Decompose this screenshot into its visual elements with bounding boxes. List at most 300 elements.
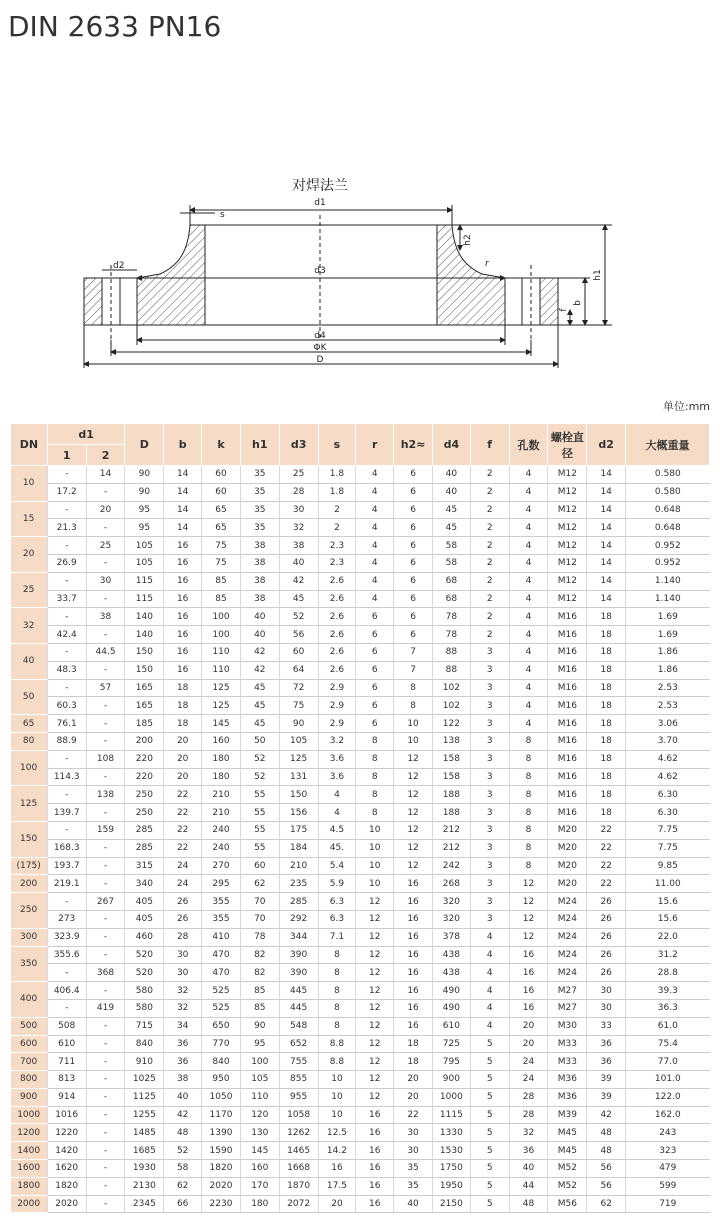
table-cell: 6	[394, 466, 433, 484]
table-cell: 16	[356, 1106, 394, 1124]
table-cell: 28.8	[626, 964, 710, 982]
dn-cell: 900	[11, 1088, 48, 1106]
table-cell: 65	[202, 501, 241, 519]
table-cell: 250	[125, 786, 164, 804]
table-cell: M12	[548, 590, 587, 608]
drawing-caption: 对焊法兰	[292, 178, 348, 194]
table-cell: 285	[125, 839, 164, 857]
table-cell: 2.3	[318, 537, 356, 555]
table-cell: 2020	[47, 1195, 86, 1213]
table-cell: 30	[86, 572, 125, 590]
table-row	[11, 554, 710, 572]
table-cell: 292	[279, 910, 318, 928]
table-cell: 12	[356, 946, 394, 964]
table-cell: 45.	[318, 839, 356, 857]
dn-cell: (175)	[11, 857, 48, 875]
table-cell: 5	[470, 1106, 509, 1124]
table-cell: 45	[240, 697, 279, 715]
table-cell: 40	[164, 1088, 202, 1106]
table-cell: 419	[86, 999, 125, 1017]
table-cell: 78	[432, 626, 470, 644]
table-cell: 18	[587, 626, 626, 644]
table-cell: 35	[240, 519, 279, 537]
dn-cell: 32	[11, 608, 48, 644]
table-cell: 138	[432, 732, 470, 750]
table-cell: 4.62	[626, 750, 710, 768]
table-cell: -	[86, 857, 125, 875]
table-row	[11, 928, 710, 946]
table-cell: 40	[509, 1160, 548, 1178]
table-cell: 48	[587, 1124, 626, 1142]
table-cell: M24	[548, 946, 587, 964]
table-cell: M52	[548, 1160, 587, 1178]
header-d3: d3	[279, 424, 318, 466]
table-cell: 6	[356, 697, 394, 715]
table-cell: 16	[394, 875, 433, 893]
table-cell: 150	[279, 786, 318, 804]
table-row	[11, 768, 710, 786]
table-cell: 2230	[202, 1195, 241, 1213]
table-cell: 4	[356, 554, 394, 572]
table-cell: -	[86, 768, 125, 786]
table-cell: 24	[509, 1071, 548, 1089]
table-cell: -	[47, 466, 86, 484]
table-cell: 1.69	[626, 608, 710, 626]
table-cell: 2.6	[318, 643, 356, 661]
table-cell: 140	[125, 626, 164, 644]
table-cell: 8	[356, 732, 394, 750]
table-cell: 38	[164, 1071, 202, 1089]
table-cell: 38	[240, 590, 279, 608]
table-cell: 6	[394, 537, 433, 555]
table-cell: 14.2	[318, 1142, 356, 1160]
table-cell: 28	[509, 1088, 548, 1106]
table-cell: 38	[240, 554, 279, 572]
header-r: r	[356, 424, 394, 466]
table-cell: M24	[548, 964, 587, 982]
table-cell: 405	[125, 893, 164, 911]
table-cell: 44.5	[86, 643, 125, 661]
table-cell: 56	[587, 1160, 626, 1178]
table-cell: 1170	[202, 1106, 241, 1124]
table-cell: 3	[470, 750, 509, 768]
table-cell: 950	[202, 1071, 241, 1089]
table-cell: 3	[470, 661, 509, 679]
table-row	[11, 1035, 710, 1053]
table-cell: 16	[164, 626, 202, 644]
table-cell: M36	[548, 1088, 587, 1106]
table-cell: 285	[125, 821, 164, 839]
table-cell: 131	[279, 768, 318, 786]
header-weight: 大概重量	[626, 424, 710, 466]
table-cell: 26	[587, 928, 626, 946]
table-cell: 26	[587, 964, 626, 982]
table-cell: -	[86, 1177, 125, 1195]
table-cell: 6	[394, 626, 433, 644]
table-cell: 7.75	[626, 839, 710, 857]
label-d4: d4	[314, 331, 326, 341]
table-row	[11, 804, 710, 822]
table-cell: 8.8	[318, 1035, 356, 1053]
label-b: b	[573, 300, 583, 306]
dn-cell: 700	[11, 1053, 48, 1071]
table-cell: 0.580	[626, 483, 710, 501]
table-cell: 30	[394, 1124, 433, 1142]
table-row	[11, 857, 710, 875]
table-cell: 3.2	[318, 732, 356, 750]
table-cell: 6.3	[318, 910, 356, 928]
table-cell: 1115	[432, 1106, 470, 1124]
table-cell: 405	[125, 910, 164, 928]
table-cell: 12	[394, 857, 433, 875]
table-cell: 25	[86, 537, 125, 555]
table-cell: 31.2	[626, 946, 710, 964]
table-cell: 2	[470, 608, 509, 626]
table-cell: 344	[279, 928, 318, 946]
table-cell: 75.4	[626, 1035, 710, 1053]
table-cell: -	[86, 946, 125, 964]
table-cell: 15.6	[626, 893, 710, 911]
table-cell: -	[86, 483, 125, 501]
dn-cell: 1600	[11, 1160, 48, 1178]
dn-cell: 350	[11, 946, 48, 982]
table-cell: 355	[202, 893, 241, 911]
table-cell: 52	[164, 1142, 202, 1160]
table-cell: 1262	[279, 1124, 318, 1142]
table-cell: M27	[548, 999, 587, 1017]
table-cell: 438	[432, 964, 470, 982]
table-cell: 16	[509, 964, 548, 982]
table-cell: 55	[240, 821, 279, 839]
table-cell: 4	[509, 519, 548, 537]
table-cell: -	[86, 1053, 125, 1071]
table-cell: 18	[587, 608, 626, 626]
table-cell: 36	[164, 1035, 202, 1053]
table-cell: 4	[509, 483, 548, 501]
table-cell: 165	[125, 679, 164, 697]
left-flange-section	[137, 225, 205, 325]
table-cell: 75	[202, 554, 241, 572]
table-cell: 3	[470, 910, 509, 928]
table-cell: 22	[394, 1106, 433, 1124]
header-d4: d4	[432, 424, 470, 466]
table-cell: 599	[626, 1177, 710, 1195]
table-cell: 18	[587, 786, 626, 804]
table-cell: 2.9	[318, 697, 356, 715]
table-cell: 9.85	[626, 857, 710, 875]
table-cell: M20	[548, 821, 587, 839]
table-cell: 55	[240, 804, 279, 822]
table-cell: 10	[394, 715, 433, 733]
header-f: f	[470, 424, 509, 466]
table-cell: 78	[240, 928, 279, 946]
table-cell: 114.3	[47, 768, 86, 786]
table-cell: 1590	[202, 1142, 241, 1160]
table-cell: 1.8	[318, 466, 356, 484]
table-cell: 110	[240, 1088, 279, 1106]
table-cell: 520	[125, 946, 164, 964]
table-cell: 30	[164, 964, 202, 982]
table-row	[11, 590, 710, 608]
table-cell: 580	[125, 982, 164, 1000]
table-cell: 840	[202, 1053, 241, 1071]
table-cell: 14	[587, 501, 626, 519]
table-cell: 125	[279, 750, 318, 768]
table-cell: 8.8	[318, 1053, 356, 1071]
table-cell: -	[47, 999, 86, 1017]
table-cell: -	[47, 643, 86, 661]
table-cell: 185	[125, 715, 164, 733]
table-cell: 39	[587, 1071, 626, 1089]
table-cell: M39	[548, 1106, 587, 1124]
table-cell: 14	[587, 572, 626, 590]
table-cell: 508	[47, 1017, 86, 1035]
table-cell: -	[86, 1035, 125, 1053]
table-cell: -	[86, 1071, 125, 1089]
table-cell: 6	[394, 483, 433, 501]
table-cell: 3	[470, 875, 509, 893]
table-cell: 212	[432, 821, 470, 839]
table-cell: 18	[587, 679, 626, 697]
table-cell: 14	[164, 501, 202, 519]
label-d3: d3	[314, 266, 326, 276]
table-cell: 1.86	[626, 661, 710, 679]
table-cell: 6.30	[626, 804, 710, 822]
table-cell: 243	[626, 1124, 710, 1142]
table-cell: 25	[279, 466, 318, 484]
table-cell: 3	[470, 715, 509, 733]
table-cell: 18	[394, 1035, 433, 1053]
table-cell: -	[86, 697, 125, 715]
table-cell: 145	[202, 715, 241, 733]
header-k: k	[202, 424, 241, 466]
table-cell: 33.7	[47, 590, 86, 608]
table-cell: 4	[356, 572, 394, 590]
table-cell: 16	[509, 999, 548, 1017]
table-row	[11, 466, 710, 484]
table-cell: 18	[164, 697, 202, 715]
table-cell: 30	[279, 501, 318, 519]
table-cell: 10	[356, 839, 394, 857]
dn-cell: 80	[11, 732, 48, 750]
table-cell: 6	[394, 572, 433, 590]
table-cell: 16	[394, 910, 433, 928]
table-cell: 4	[356, 590, 394, 608]
table-cell: 17.5	[318, 1177, 356, 1195]
table-cell: 36	[587, 1053, 626, 1071]
table-cell: -	[86, 1106, 125, 1124]
table-row	[11, 643, 710, 661]
table-cell: 548	[279, 1017, 318, 1035]
table-cell: -	[86, 982, 125, 1000]
table-cell: 180	[202, 750, 241, 768]
table-cell: 610	[432, 1017, 470, 1035]
table-cell: -	[86, 1142, 125, 1160]
table-cell: 0.952	[626, 554, 710, 572]
label-h2: h2	[463, 234, 473, 246]
table-cell: 1.8	[318, 483, 356, 501]
table-cell: -	[86, 661, 125, 679]
table-cell: 235	[279, 875, 318, 893]
table-cell: 35	[394, 1160, 433, 1178]
table-row	[11, 875, 710, 893]
table-cell: 22	[164, 804, 202, 822]
table-cell: 285	[279, 893, 318, 911]
table-cell: 5	[470, 1071, 509, 1089]
table-cell: 65	[202, 519, 241, 537]
table-cell: 3	[470, 732, 509, 750]
table-cell: 76.1	[47, 715, 86, 733]
table-cell: 1125	[125, 1088, 164, 1106]
table-cell: 1.69	[626, 626, 710, 644]
table-cell: 193.7	[47, 857, 86, 875]
table-cell: 26	[587, 946, 626, 964]
table-row	[11, 1071, 710, 1089]
table-cell: 105	[125, 554, 164, 572]
table-cell: 0.648	[626, 501, 710, 519]
table-cell: 28	[279, 483, 318, 501]
table-row	[11, 1195, 710, 1213]
table-cell: 295	[202, 875, 241, 893]
table-cell: 158	[432, 750, 470, 768]
dn-cell: 2000	[11, 1195, 48, 1213]
table-cell: 56	[279, 626, 318, 644]
table-cell: 22	[164, 839, 202, 857]
table-cell: 3	[470, 768, 509, 786]
table-cell: 38	[279, 537, 318, 555]
table-cell: 95	[125, 519, 164, 537]
dn-cell: 1800	[11, 1177, 48, 1195]
table-cell: 10	[318, 1088, 356, 1106]
table-cell: -	[86, 715, 125, 733]
table-cell: 10	[356, 875, 394, 893]
table-cell: 60	[202, 483, 241, 501]
label-r: r	[485, 259, 489, 269]
table-cell: 4	[470, 964, 509, 982]
table-cell: 20	[394, 1071, 433, 1089]
table-cell: 4	[509, 501, 548, 519]
table-row	[11, 1177, 710, 1195]
table-cell: 8	[509, 857, 548, 875]
table-row	[11, 821, 710, 839]
weld-neck-flange-drawing	[0, 170, 720, 380]
table-cell: 95	[125, 501, 164, 519]
table-cell: 525	[202, 999, 241, 1017]
table-cell: 2	[470, 554, 509, 572]
table-cell: 38	[240, 572, 279, 590]
table-cell: 200	[125, 732, 164, 750]
table-cell: -	[47, 537, 86, 555]
table-cell: 14	[164, 519, 202, 537]
table-cell: 1668	[279, 1160, 318, 1178]
table-cell: M16	[548, 661, 587, 679]
table-cell: 8	[509, 821, 548, 839]
table-cell: 3	[470, 679, 509, 697]
table-cell: 2.3	[318, 554, 356, 572]
table-cell: 1485	[125, 1124, 164, 1142]
table-cell: 26	[164, 910, 202, 928]
table-cell: 10	[318, 1071, 356, 1089]
table-cell: 20	[509, 1017, 548, 1035]
table-cell: 18	[587, 750, 626, 768]
table-cell: 20	[86, 501, 125, 519]
dn-cell: 1200	[11, 1124, 48, 1142]
table-cell: 33	[587, 1017, 626, 1035]
table-cell: 22.0	[626, 928, 710, 946]
table-cell: 30	[587, 982, 626, 1000]
table-cell: 2.6	[318, 572, 356, 590]
table-cell: 4.62	[626, 768, 710, 786]
table-cell: 90	[125, 466, 164, 484]
table-cell: 36	[509, 1142, 548, 1160]
table-cell: 44	[509, 1177, 548, 1195]
table-cell: 355	[202, 910, 241, 928]
table-cell: 105	[279, 732, 318, 750]
table-cell: 2.6	[318, 608, 356, 626]
table-cell: 270	[202, 857, 241, 875]
table-cell: 14	[587, 519, 626, 537]
table-cell: 1465	[279, 1142, 318, 1160]
table-cell: 188	[432, 804, 470, 822]
dn-cell: 800	[11, 1071, 48, 1089]
table-cell: M12	[548, 554, 587, 572]
table-cell: 610	[47, 1035, 86, 1053]
table-cell: 1.140	[626, 590, 710, 608]
table-cell: 12	[394, 750, 433, 768]
table-cell: 6.3	[318, 893, 356, 911]
table-cell: 1930	[125, 1160, 164, 1178]
table-cell: 156	[279, 804, 318, 822]
table-cell: M12	[548, 519, 587, 537]
table-row	[11, 697, 710, 715]
table-body	[11, 466, 710, 1213]
table-cell: M36	[548, 1071, 587, 1089]
table-cell: 45	[279, 590, 318, 608]
table-cell: 68	[432, 572, 470, 590]
dn-cell: 1000	[11, 1106, 48, 1124]
table-cell: 3	[470, 804, 509, 822]
table-cell: 42	[164, 1106, 202, 1124]
table-cell: 210	[202, 786, 241, 804]
table-cell: 32	[509, 1124, 548, 1142]
table-cell: M20	[548, 839, 587, 857]
table-cell: -	[86, 804, 125, 822]
table-cell: 77.0	[626, 1053, 710, 1071]
table-cell: 6	[394, 554, 433, 572]
table-cell: 8	[394, 697, 433, 715]
table-cell: 840	[125, 1035, 164, 1053]
table-cell: 3	[470, 643, 509, 661]
table-cell: 12	[356, 964, 394, 982]
table-cell: 1050	[202, 1088, 241, 1106]
table-cell: 711	[47, 1053, 86, 1071]
table-cell: 2.9	[318, 679, 356, 697]
table-cell: 15.6	[626, 910, 710, 928]
table-cell: 1390	[202, 1124, 241, 1142]
table-cell: 180	[240, 1195, 279, 1213]
table-cell: 12	[356, 1035, 394, 1053]
table-cell: 10	[318, 1106, 356, 1124]
table-cell: 12.5	[318, 1124, 356, 1142]
table-cell: 20	[509, 1035, 548, 1053]
table-cell: 2.53	[626, 679, 710, 697]
table-cell: 7.75	[626, 821, 710, 839]
table-cell: 16	[164, 643, 202, 661]
table-cell: M52	[548, 1177, 587, 1195]
table-cell: 14	[587, 537, 626, 555]
label-d1: d1	[314, 198, 326, 208]
table-cell: 2.9	[318, 715, 356, 733]
